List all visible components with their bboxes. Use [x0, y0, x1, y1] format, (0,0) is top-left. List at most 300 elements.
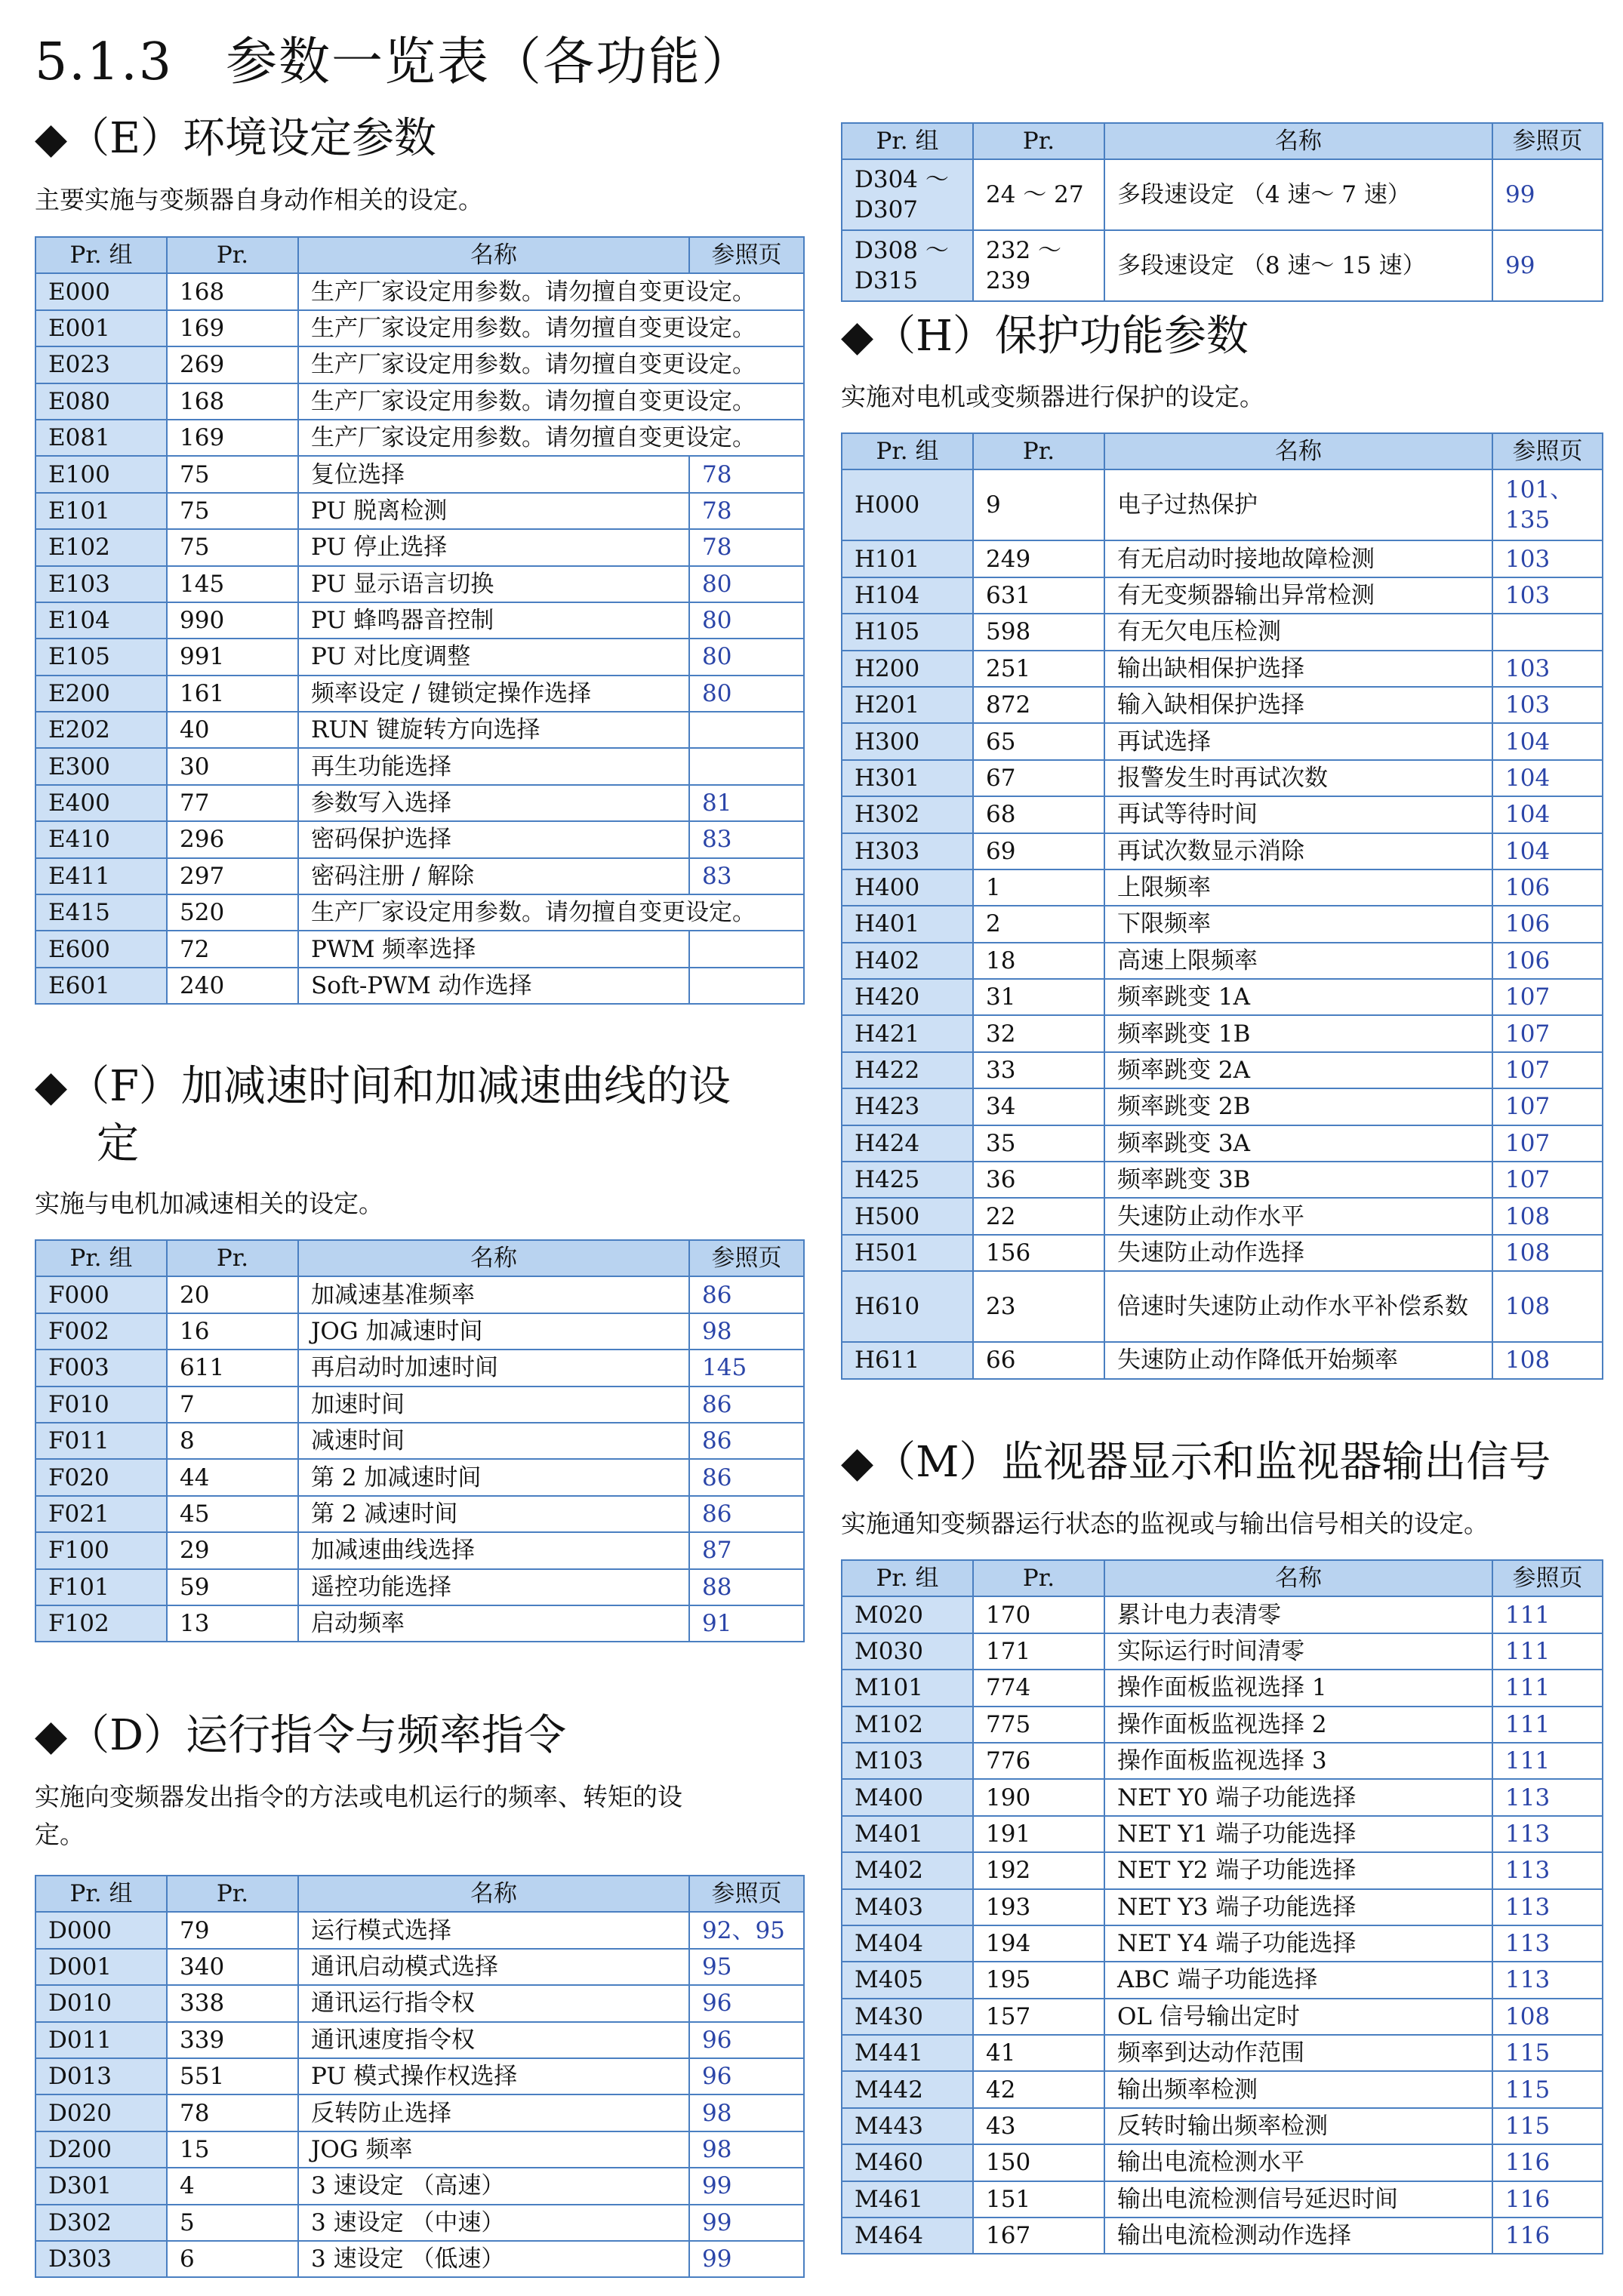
- cell-pr: 68: [973, 796, 1104, 833]
- cell-name: 实际运行时间清零: [1104, 1633, 1492, 1670]
- cell-group: H423: [842, 1088, 973, 1125]
- cell-name: 有无欠电压检测: [1104, 614, 1492, 650]
- table-row: [842, 1198, 1603, 1234]
- cell-name: 生产厂家设定用参数。请勿擅自变更设定。: [298, 346, 804, 383]
- cell-ref: 92、95: [689, 1912, 804, 1948]
- table-row: [842, 2071, 1603, 2107]
- cell-name: 3 速设定 （中速）: [298, 2205, 689, 2241]
- table-row: [842, 469, 1603, 540]
- cell-name: PU 模式操作权选择: [298, 2058, 689, 2094]
- cell-pr: 79: [167, 1912, 298, 1948]
- cell-name: 输入缺相保护选择: [1104, 687, 1492, 723]
- table-row: [842, 1015, 1603, 1051]
- cell-pr: 157: [973, 1999, 1104, 2035]
- table-row: [35, 456, 804, 492]
- cell-ref: 108: [1492, 1198, 1603, 1234]
- cell-pr: 32: [973, 1015, 1104, 1051]
- cell-name: JOG 频率: [298, 2131, 689, 2168]
- cell-group: E081: [35, 420, 167, 456]
- cell-pr: 59: [167, 1569, 298, 1605]
- cell-ref: 95: [689, 1949, 804, 1985]
- section-h-title: ◆（H）保护功能参数: [841, 312, 1249, 361]
- table-row: [35, 273, 804, 309]
- section-f-title: [35, 1058, 731, 1173]
- cell-pr: 40: [167, 712, 298, 748]
- cell-name: 加减速基准频率: [298, 1276, 689, 1313]
- cell-name: 3 速设定 （高速）: [298, 2168, 689, 2204]
- cell-ref: 99: [689, 2168, 804, 2204]
- table-row: [842, 1633, 1603, 1670]
- cell-ref: 107: [1492, 1015, 1603, 1051]
- cell-ref: 104: [1492, 796, 1603, 833]
- cell-group: H500: [842, 1198, 973, 1234]
- cell-group: H610: [842, 1271, 973, 1342]
- cell-name: 遥控功能选择: [298, 1569, 689, 1605]
- cell-ref: 111: [1492, 1707, 1603, 1743]
- table-row: [842, 1962, 1603, 1998]
- cell-name: 操作面板监视选择 1: [1104, 1670, 1492, 1706]
- cell-pr-line1: 24 ～ 27: [986, 181, 1084, 209]
- cell-name: 有无启动时接地故障检测: [1104, 540, 1492, 577]
- table-row: [842, 1889, 1603, 1925]
- cell-pr: 44: [167, 1459, 298, 1495]
- table-row: [35, 346, 804, 383]
- cell-pr: 990: [167, 602, 298, 639]
- cell-pr: 611: [167, 1350, 298, 1386]
- cell-ref: 78: [689, 493, 804, 529]
- header-group: Pr. 组: [842, 1560, 973, 1596]
- cell-pr: 8: [167, 1423, 298, 1459]
- cell-pr: 75: [167, 493, 298, 529]
- cell-pr: 192: [973, 1852, 1104, 1888]
- cell-group: M401: [842, 1816, 973, 1852]
- section-m-title: ◆（M）监视器显示和监视器输出信号: [841, 1438, 1551, 1487]
- table-row: [842, 796, 1603, 833]
- cell-group: E101: [35, 493, 167, 529]
- cell-name: 第 2 加减速时间: [298, 1459, 689, 1495]
- cell-group: F020: [35, 1459, 167, 1495]
- cell-ref: 86: [689, 1387, 804, 1423]
- cell-group: H101: [842, 540, 973, 577]
- cell-name: NET Y0 端子功能选择: [1104, 1779, 1492, 1815]
- cell-ref: 91: [689, 1605, 804, 1642]
- cell-ref: 99: [1492, 159, 1603, 230]
- table-row: [842, 1925, 1603, 1962]
- cell-group: F010: [35, 1387, 167, 1423]
- table-row: [35, 2131, 804, 2168]
- table-row: [35, 2168, 804, 2204]
- cell-pr: 75: [167, 456, 298, 492]
- cell-name: 生产厂家设定用参数。请勿擅自变更设定。: [298, 383, 804, 420]
- table-row: [842, 760, 1603, 796]
- cell-name: PU 停止选择: [298, 529, 689, 565]
- cell-group: H611: [842, 1342, 973, 1378]
- cell-name: 上限频率: [1104, 869, 1492, 906]
- cell-pr-line1: 232 ～: [986, 237, 1062, 265]
- cell-pr: 249: [973, 540, 1104, 577]
- cell-ref: [689, 968, 804, 1004]
- cell-name: 频率跳变 2B: [1104, 1088, 1492, 1125]
- cell-pr: 251: [973, 651, 1104, 687]
- cell-pr: 168: [167, 273, 298, 309]
- table-row: [842, 979, 1603, 1015]
- cell-pr: 520: [167, 894, 298, 931]
- cell-group: M405: [842, 1962, 973, 1998]
- cell-pr: 340: [167, 1949, 298, 1985]
- cell-name: ABC 端子功能选择: [1104, 1962, 1492, 1998]
- cell-name: 生产厂家设定用参数。请勿擅自变更设定。: [298, 894, 804, 931]
- cell-name: 倍速时失速防止动作水平补偿系数: [1104, 1271, 1492, 1342]
- cell-name: NET Y4 端子功能选择: [1104, 1925, 1492, 1962]
- cell-pr: 193: [973, 1889, 1104, 1925]
- table-row: [35, 712, 804, 748]
- cell-pr: 240: [167, 968, 298, 1004]
- cell-name: 报警发生时再试次数: [1104, 760, 1492, 796]
- table-row: [842, 723, 1603, 759]
- cell-group: E102: [35, 529, 167, 565]
- cell-group: M101: [842, 1670, 973, 1706]
- section-d-desc-line1: 实施向变频器发出指令的方法或电机运行的频率、转矩的设: [35, 1782, 682, 1811]
- cell-group: F100: [35, 1532, 167, 1568]
- cell-pr: 23: [973, 1271, 1104, 1342]
- cell-ref: 115: [1492, 2071, 1603, 2107]
- cell-name: 频率设定 / 键锁定操作选择: [298, 676, 689, 712]
- table-row: [842, 1779, 1603, 1815]
- header-name: 名称: [1104, 1560, 1492, 1596]
- cell-name: PU 脱离检测: [298, 493, 689, 529]
- cell-pr: 20: [167, 1276, 298, 1313]
- cell-pr: 18: [973, 943, 1104, 979]
- table-row: [842, 651, 1603, 687]
- header-pr: Pr.: [973, 433, 1104, 469]
- cell-pr: 16: [167, 1313, 298, 1350]
- table-row: [842, 869, 1603, 906]
- table-row: [842, 906, 1603, 942]
- cell-pr: [973, 230, 1104, 301]
- table-row: [35, 493, 804, 529]
- cell-group: H302: [842, 796, 973, 833]
- cell-pr: 169: [167, 310, 298, 346]
- cell-pr: 9: [973, 469, 1104, 540]
- cell-group: H424: [842, 1125, 973, 1162]
- table-row: [35, 2058, 804, 2094]
- cell-name: 下限频率: [1104, 906, 1492, 942]
- cell-group: D020: [35, 2094, 167, 2131]
- header-group: Pr. 组: [35, 1876, 167, 1912]
- cell-pr: 43: [973, 2108, 1104, 2144]
- cell-ref: 145: [689, 1350, 804, 1386]
- cell-ref: 111: [1492, 1596, 1603, 1633]
- cell-name: 操作面板监视选择 3: [1104, 1743, 1492, 1779]
- section-h-desc: 实施对电机或变频器进行保护的设定。: [841, 382, 1264, 411]
- cell-group: H421: [842, 1015, 973, 1051]
- table-row: [35, 2022, 804, 2058]
- cell-ref: 99: [689, 2205, 804, 2241]
- section-f-title-line2: 定: [97, 1119, 139, 1168]
- cell-name: 输出电流检测水平: [1104, 2144, 1492, 2181]
- cell-ref: 107: [1492, 1162, 1603, 1198]
- cell-ref: 116: [1492, 2144, 1603, 2181]
- cell-ref: 108: [1492, 1271, 1603, 1342]
- cell-group: [842, 159, 973, 230]
- cell-ref: 86: [689, 1276, 804, 1313]
- header-group: Pr. 组: [842, 433, 973, 469]
- cell-name: 输出频率检测: [1104, 2071, 1492, 2107]
- parameter-table-d: [35, 1875, 805, 2278]
- cell-ref: 96: [689, 2022, 804, 2058]
- header-name: 名称: [298, 237, 689, 273]
- cell-group: D013: [35, 2058, 167, 2094]
- cell-group: H402: [842, 943, 973, 979]
- cell-name: 通讯速度指令权: [298, 2022, 689, 2058]
- cell-ref: 111: [1492, 1670, 1603, 1706]
- header-ref: 参照页: [689, 237, 804, 273]
- cell-name: 加减速曲线选择: [298, 1532, 689, 1568]
- cell-group: D000: [35, 1912, 167, 1948]
- cell-group: [842, 230, 973, 301]
- table-row: [35, 1423, 804, 1459]
- table-header-row: [842, 433, 1603, 469]
- cell-name: 失速防止动作水平: [1104, 1198, 1492, 1234]
- cell-pr: 297: [167, 858, 298, 894]
- table-row: [35, 1605, 804, 1642]
- cell-pr: 551: [167, 2058, 298, 2094]
- table-row: [35, 2094, 804, 2131]
- cell-pr: 269: [167, 346, 298, 383]
- header-pr: Pr.: [167, 237, 298, 273]
- cell-group-line2: D315: [855, 267, 919, 295]
- cell-name: 频率跳变 1A: [1104, 979, 1492, 1015]
- cell-name: 输出电流检测信号延迟时间: [1104, 2181, 1492, 2218]
- cell-ref: 103: [1492, 540, 1603, 577]
- cell-name: OL 信号输出定时: [1104, 1999, 1492, 2035]
- cell-group: D011: [35, 2022, 167, 2058]
- cell-ref: [1492, 614, 1603, 650]
- cell-ref: 108: [1492, 1342, 1603, 1378]
- cell-ref: 106: [1492, 943, 1603, 979]
- cell-name: 密码保护选择: [298, 821, 689, 857]
- cell-group: H422: [842, 1052, 973, 1088]
- cell-pr: 6: [167, 2241, 298, 2277]
- cell-group: M102: [842, 1707, 973, 1743]
- cell-group: E105: [35, 639, 167, 675]
- cell-ref: 78: [689, 529, 804, 565]
- header-pr: Pr.: [167, 1240, 298, 1276]
- cell-pr: 991: [167, 639, 298, 675]
- table-row: [35, 676, 804, 712]
- cell-pr: 775: [973, 1707, 1104, 1743]
- cell-ref: 83: [689, 821, 804, 857]
- cell-name: 再启动时加速时间: [298, 1350, 689, 1386]
- table-row: [842, 1088, 1603, 1125]
- cell-name: JOG 加减速时间: [298, 1313, 689, 1350]
- table-header-row: [35, 1240, 804, 1276]
- cell-group: F000: [35, 1276, 167, 1313]
- section-f-title-line1: ◆（F）加减速时间和加减速曲线的设: [35, 1062, 731, 1111]
- header-ref: 参照页: [1492, 433, 1603, 469]
- cell-group: M020: [842, 1596, 973, 1633]
- cell-pr: 171: [973, 1633, 1104, 1670]
- cell-pr: 150: [973, 2144, 1104, 2181]
- cell-pr-line2: 239: [986, 267, 1031, 295]
- cell-group: D010: [35, 1985, 167, 2021]
- header-name: 名称: [298, 1240, 689, 1276]
- cell-ref: 88: [689, 1569, 804, 1605]
- cell-ref: 80: [689, 639, 804, 675]
- table-row: [842, 1999, 1603, 2035]
- cell-group: M441: [842, 2035, 973, 2071]
- cell-pr: 65: [973, 723, 1104, 759]
- cell-group-line2: D307: [855, 196, 919, 224]
- table-row: [842, 2108, 1603, 2144]
- table-row: [35, 1350, 804, 1386]
- cell-ref: 98: [689, 2094, 804, 2131]
- cell-pr: 78: [167, 2094, 298, 2131]
- table-row: [35, 748, 804, 784]
- cell-pr: 36: [973, 1162, 1104, 1198]
- cell-pr: [973, 159, 1104, 230]
- cell-name: 启动频率: [298, 1605, 689, 1642]
- cell-ref: 113: [1492, 1816, 1603, 1852]
- cell-pr: 296: [167, 821, 298, 857]
- cell-name: NET Y2 端子功能选择: [1104, 1852, 1492, 1888]
- cell-name: 输出电流检测动作选择: [1104, 2218, 1492, 2254]
- cell-ref: 107: [1492, 1052, 1603, 1088]
- cell-group: E202: [35, 712, 167, 748]
- cell-pr: 31: [973, 979, 1104, 1015]
- cell-name: 累计电力表清零: [1104, 1596, 1492, 1633]
- cell-group-line1: D304 ～: [855, 166, 949, 194]
- cell-name: 再生功能选择: [298, 748, 689, 784]
- table-row: [35, 529, 804, 565]
- table-row: [35, 310, 804, 346]
- cell-ref: 104: [1492, 723, 1603, 759]
- cell-ref: 101、135: [1492, 469, 1603, 540]
- cell-group: D303: [35, 2241, 167, 2277]
- cell-ref: 113: [1492, 1889, 1603, 1925]
- cell-group: E104: [35, 602, 167, 639]
- cell-name: 频率跳变 3A: [1104, 1125, 1492, 1162]
- cell-group: E000: [35, 273, 167, 309]
- cell-name: 加速时间: [298, 1387, 689, 1423]
- cell-ref: 98: [689, 2131, 804, 2168]
- table-row: [35, 1276, 804, 1313]
- cell-name: 失速防止动作选择: [1104, 1235, 1492, 1271]
- cell-group-line1: D308 ～: [855, 237, 949, 265]
- cell-ref: 99: [689, 2241, 804, 2277]
- cell-group: H201: [842, 687, 973, 723]
- cell-pr: 1: [973, 869, 1104, 906]
- cell-name: 操作面板监视选择 2: [1104, 1707, 1492, 1743]
- table-row: [842, 577, 1603, 614]
- cell-pr: 195: [973, 1962, 1104, 1998]
- cell-name: 失速防止动作降低开始频率: [1104, 1342, 1492, 1378]
- cell-ref: 111: [1492, 1743, 1603, 1779]
- cell-pr: 168: [167, 383, 298, 420]
- cell-pr: 774: [973, 1670, 1104, 1706]
- parameter-table-d-continued: [841, 122, 1603, 302]
- cell-ref: 113: [1492, 1852, 1603, 1888]
- cell-group: M402: [842, 1852, 973, 1888]
- cell-group: E600: [35, 931, 167, 967]
- cell-ref: 113: [1492, 1962, 1603, 1998]
- cell-ref: 103: [1492, 687, 1603, 723]
- cell-name: 参数写入选择: [298, 785, 689, 821]
- cell-pr: 15: [167, 2131, 298, 2168]
- cell-name: 多段速设定 （8 速～ 15 速）: [1104, 230, 1492, 301]
- cell-group: H300: [842, 723, 973, 759]
- header-ref: 参照页: [1492, 1560, 1603, 1596]
- header-ref: 参照页: [689, 1876, 804, 1912]
- cell-name: 再试选择: [1104, 723, 1492, 759]
- cell-ref: 86: [689, 1496, 804, 1532]
- cell-group: F102: [35, 1605, 167, 1642]
- cell-ref: 103: [1492, 651, 1603, 687]
- cell-pr: 41: [973, 2035, 1104, 2071]
- cell-group: H501: [842, 1235, 973, 1271]
- cell-pr: 2: [973, 906, 1104, 942]
- cell-group: F021: [35, 1496, 167, 1532]
- cell-ref: 106: [1492, 906, 1603, 942]
- cell-pr: 170: [973, 1596, 1104, 1633]
- cell-pr: 194: [973, 1925, 1104, 1962]
- cell-pr: 13: [167, 1605, 298, 1642]
- table-row: [35, 639, 804, 675]
- header-ref: 参照页: [1492, 123, 1603, 159]
- table-row: [842, 1125, 1603, 1162]
- cell-ref: 104: [1492, 833, 1603, 869]
- table-row: [35, 785, 804, 821]
- table-row: [842, 1596, 1603, 1633]
- cell-group: F011: [35, 1423, 167, 1459]
- cell-name: NET Y1 端子功能选择: [1104, 1816, 1492, 1852]
- cell-name: 再试次数显示消除: [1104, 833, 1492, 869]
- cell-group: M400: [842, 1779, 973, 1815]
- cell-pr: 34: [973, 1088, 1104, 1125]
- cell-ref: 115: [1492, 2035, 1603, 2071]
- table-row: [35, 1459, 804, 1495]
- cell-name: 生产厂家设定用参数。请勿擅自变更设定。: [298, 420, 804, 456]
- cell-group: M460: [842, 2144, 973, 2181]
- cell-ref: 83: [689, 858, 804, 894]
- cell-ref: 78: [689, 456, 804, 492]
- cell-ref: 116: [1492, 2181, 1603, 2218]
- table-row: [35, 821, 804, 857]
- table-row: [35, 2205, 804, 2241]
- table-row: [842, 1852, 1603, 1888]
- cell-group: E300: [35, 748, 167, 784]
- cell-ref: 113: [1492, 1925, 1603, 1962]
- cell-group: H301: [842, 760, 973, 796]
- cell-group: E410: [35, 821, 167, 857]
- cell-group: E200: [35, 676, 167, 712]
- cell-pr: 339: [167, 2022, 298, 2058]
- table-row: [35, 1949, 804, 1985]
- cell-ref: 86: [689, 1423, 804, 1459]
- cell-group: E601: [35, 968, 167, 1004]
- cell-pr: 5: [167, 2205, 298, 2241]
- table-row: [842, 1235, 1603, 1271]
- header-group: Pr. 组: [35, 237, 167, 273]
- cell-group: H420: [842, 979, 973, 1015]
- cell-group: H200: [842, 651, 973, 687]
- header-pr: Pr.: [167, 1876, 298, 1912]
- header-group: Pr. 组: [35, 1240, 167, 1276]
- cell-name: 生产厂家设定用参数。请勿擅自变更设定。: [298, 273, 804, 309]
- table-row: [842, 2218, 1603, 2254]
- cell-ref: 87: [689, 1532, 804, 1568]
- cell-group: M461: [842, 2181, 973, 2218]
